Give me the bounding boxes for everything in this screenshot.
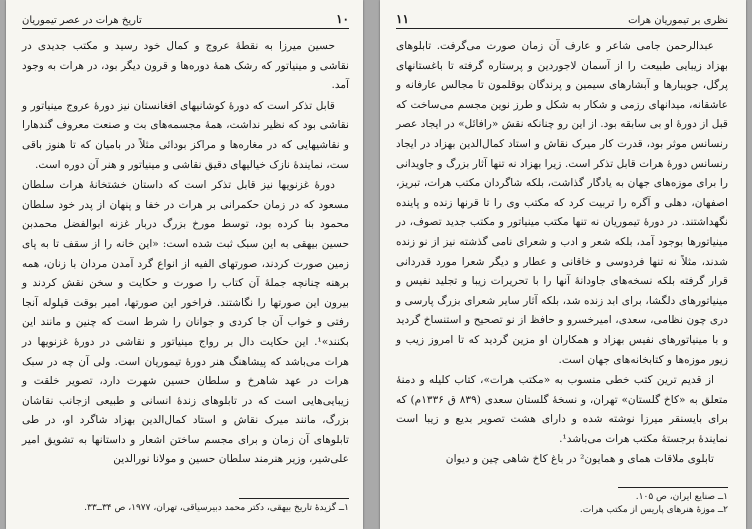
right-footnote-rule [618, 487, 728, 488]
right-page-number: ۱۱ [396, 12, 409, 26]
right-paragraph-1: عبدالرحمن جامی شاعر و عارف آن زمان صورت می‌گرفت. تابلوهای بهزاد زیبایی طبیعت را از آسمان لاجوردین و پرستاره گرفته تا باغستانهای پرگل، جویبارها و آبشارهای سیمین و پرندگان بوقلمون تا مجالس عارفانه و عاشقانه، میدانهای رزمی و شکار به شکل و طرز نوین مجسم می‌ساخت که قبل از دورهٔ او بی سابقه بود. از این رو چنانکه نقش «رافائل» در ایجاد عصر رنسانس موثر بود، قدرت کار میرک نقاش و استاد کمال‌الدین بهزاد در ایجاد رنسانس دورهٔ هرات قابل تذکر است. زیرا بهزاد نه تنها آثار بزرگ و جاویدانی را برای موزه‌های جهان به یادگار گذاشت، بلکه شاگردان مکتب هرات، تبریز، اصفهان، دهلی و آگره را تربیت کرد که مکتب وی را تا قرنها زنده و پاینده نگهداشتند. در دورهٔ تیموریان نه تنها مکتب مینیاتور و مکتب جدید تصوف، در مینیاتورها بوجود آمد، بلکه شعر و ادب و شعرای نامی گذشته نیز از نو زنده شدند، مثلاً نه تنها فردوسی و خاقانی و عطار و دیگر شعرا مورد قدردانی قرار گرفته بلکه نسخه‌های جاودانهٔ آنها را با تحریرات زیبا و تجلید نفیس و مینیاتورهای دلگشا، برای ابد زنده شد، بلکه آثار سایر شعرای بزرگ پارسی و دری چون نظامی، سعدی، امیرخسرو و حافظ از نو تصحیح و استنساخ گردید و با مینیاتورهای نفیس بهزاد و همکاران او مزین گردید که تا امروز زیب و زیور موزه‌ها و کتابخانه‌های جهان است. [395, 40, 728, 366]
left-header-title: تاریخ هرات در عصر تیموریان [22, 15, 142, 26]
right-header-title: نظری بر تیموریان هرات [628, 15, 728, 26]
left-footnote-1: ۱ــ گزیدهٔ تاریخ بیهقی، دکتر محمد دبیرسیاقی، تهران، ۱۹۷۷، ص ۳۴ــ۳۳. [84, 503, 349, 513]
right-paragraph-2: از قدیم ترین کتب خطی منسوب به «مکتب هرات»، کتاب کلیله و دمنهٔ متعلق به «کاخ گلستان» تهران، و نسخهٔ گلستان سعدی (۸۳۹ ق ۱۳۳۶م) که برای بایسنقر میرزا نوشته شده و دارای هشت تصویر بدیع و زیبا است نمایندهٔ برجستهٔ مکتب هرات می‌باشد¹. [396, 374, 728, 445]
right-footnote-2: ۲ــ موزهٔ هنرهای پاریس از مکتب هرات. [579, 505, 728, 515]
left-paragraph-1: حسین میرزا به نقطهٔ عروج و کمال خود رسید و مکتب جدیدی در نقاشی و مینیاتور که رشک همهٔ دوره‌ها و قرون دیگر بود، در هرات به وجود آمد. [22, 40, 349, 92]
left-page-number: ۱۰ [336, 12, 349, 26]
right-body-text [396, 37, 728, 470]
left-paragraph-2: قابل تذکر است که دورهٔ کوشانیهای افغانستان نیز دورهٔ عروج مینیاتور و نقاشی بود که نظیر نداشت، همهٔ مجسمه‌های بت و صنعت معروف گندهارا و نقاشیهایی که در مغاره‌ها و مراکز بودائی مثلاً در بامیان که تا هنوز باقی ست، نمایندهٔ نازک خیالیهای دقیق نقاشی و مینیاتور و هنر آن دوره است. [22, 99, 349, 171]
left-running-header [22, 12, 349, 29]
left-body-text [22, 37, 349, 470]
left-footnote-rule [239, 498, 349, 499]
left-footnote-area [22, 492, 349, 515]
left-paragraph-3: دورهٔ غزنویها نیز قابل تذکر است که داستان خشتخانهٔ هرات سلطان مسعود که در زمان حکمرانی بر هرات در خفا و پنهان از پدر خود سلطان محمود بنا کرده بود، توسط مورخ بزرگ دربار غزنه ابوالفضل محمدبن حسین بیهقی به این سبک ثبت شده است: «این خانه را از سقف تا به پای زمین صورت کردند، صورتهای الفیه از انواع گرد آمدن مردان با زنان، همه برهنه چنانچه جملهٔ آن کتاب را صورت و حکایت و سخن نقش کردند و بیرون این صورتها را نگاشتند. فراخور این صورتها، امیر بوقت قیلوله آنجا رفتی و خواب آن جا کردی و جوانان را شرط است که چنین و مانند این بکنند»¹. این حکایت دال بر رواج مینیاتور و نقاشی در دورهٔ غزنویها در هرات می‌باشد که پیشاهنگ هنر دورهٔ تیموریان است. ولی آن چه در سبک هرات در عهد شاهرخ و سلطان حسین شهرت دارد، تصویر خلقت و زیبایی‌هایی است که در تابلوهای زندهٔ انسانی و طبیعی ازجانب نقاشان بزرگ، مانند میرک نقاش و استاد کمال‌الدین بهزاد شاگرد او، در طی تابلوهای آن زمان و برای مجسم ساختن اشعار و داستانها به تشویق امیر علی‌شیر، وزیر هنرمند سلطان حسین و مولانا نورالدین [22, 179, 349, 466]
right-footnote-area [396, 481, 728, 517]
left-page [6, 0, 363, 529]
right-page [380, 0, 746, 529]
right-running-header [396, 12, 728, 29]
right-footnote-1: ۱ــ صنایع ایران، ص ۱۰۵. [635, 492, 728, 502]
right-paragraph-3: تابلوی ملاقات همای و همایون² در باغ کاخ شاهی چین و دیوان [445, 453, 714, 466]
